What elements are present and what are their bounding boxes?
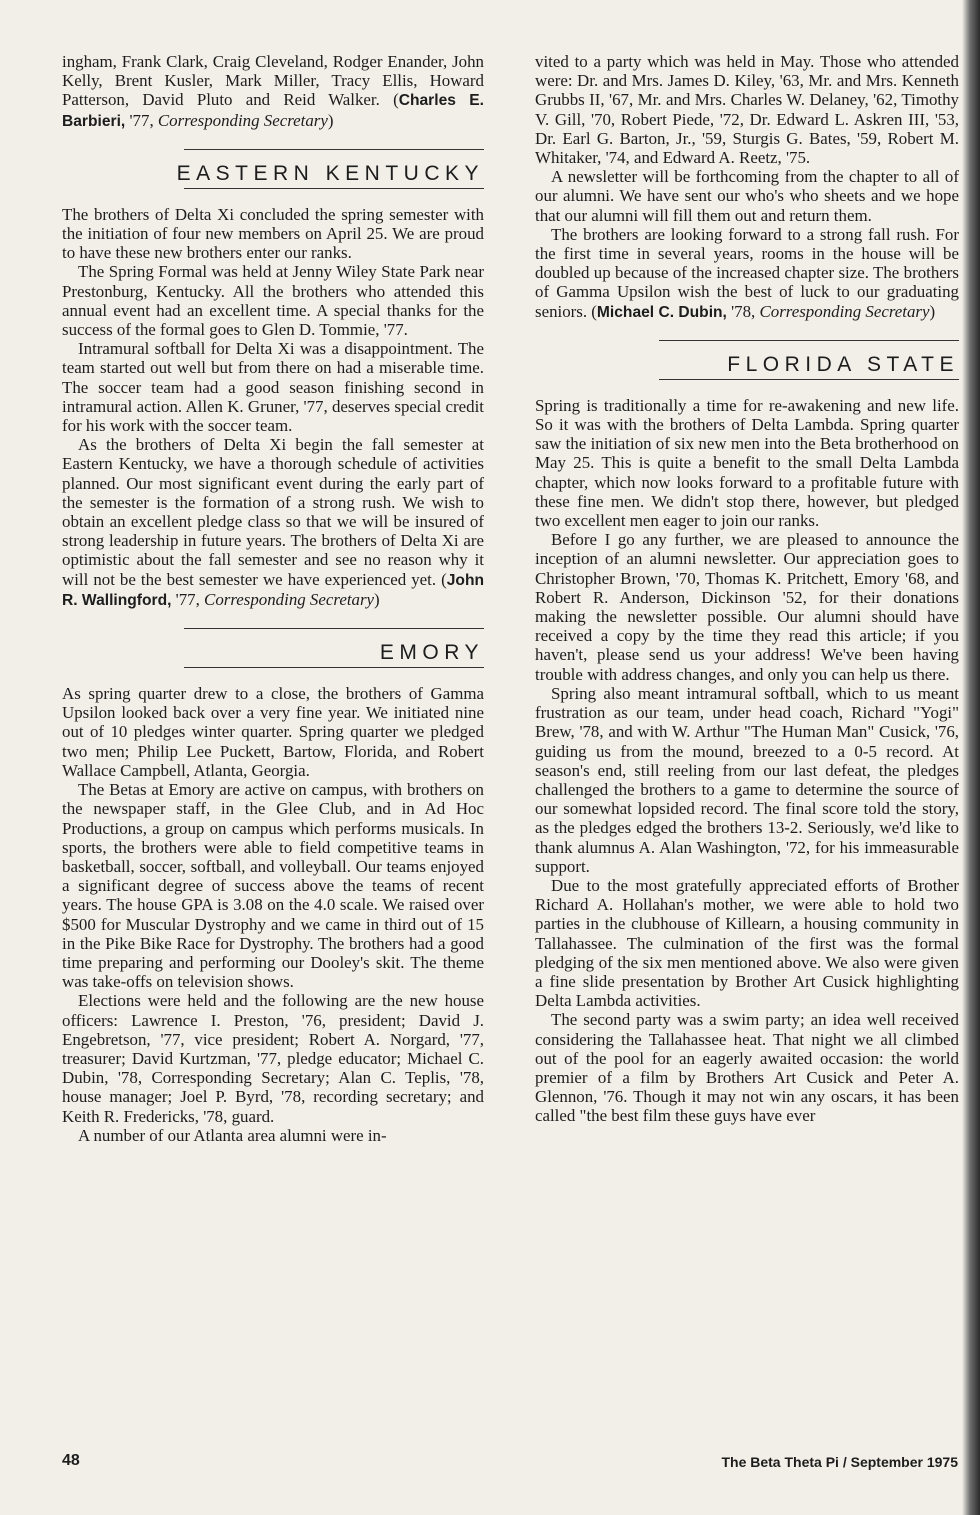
running-footer: The Beta Theta Pi / September 1975 [721, 1454, 958, 1470]
signature-title: Corresponding Secretary [759, 301, 930, 321]
body-paragraph: As spring quarter drew to a close, the brothers of Gamma Upsilon looked back over a very fine year. We initiated nine out of 10 pledges winter quarter. Spring quarter we pledged two men; Philip Lee Puckett, Bartow, Florida, and Robert Wallace Campbell, Atlanta, Georgia. [62, 684, 484, 780]
left-column [62, 52, 484, 1145]
intro-paragraph: ingham, Frank Clark, Craig Cleveland, Rodger Enander, John Kelly, Brent Kusler, Mark Miller, Tracy Ellis, Howard Patterson, David Pluto and Reid Walker. (Charles E. Barbieri, '77, Corresponding Secretary) [62, 52, 484, 130]
body-paragraph: Spring is traditionally a time for re-awakening and new life. So it was with the brothers of Delta Lambda. Spring quarter saw the initiation of six new men into the Beta brotherhood on May 25. This is quite a benefit to the small Delta Lambda chapter, which now looks forward to a profitable future with these fine men. We didn't stop there, however, but pledged two excellent men eager to join our ranks. [535, 395, 959, 531]
body-paragraph-signed: As the brothers of Delta Xi begin the fall semester at Eastern Kentucky, we have a thorough schedule of activities planned. Our most significant event during the early part of the semester is the formation of a strong rush. We wish to obtain an excellent pledge class so that we will be insured of strong leadership in future years. The brothers of Delta Xi are optimistic about the fall semester and see no reason why it will not be the best semester we have experienced yet. (John R. Wallingford, '77, Corresponding Secretary) [62, 435, 484, 609]
signature-name: Charles E. Barbieri, [62, 92, 484, 130]
section-title: EASTERN KENTUCKY [176, 161, 484, 185]
section-title: FLORIDA STATE [727, 352, 959, 376]
body-paragraph: The Betas at Emory are active on campus, with brothers on the newspaper staff, in the Glee Club, and in Ad Hoc Productions, a group on campus which performs musicals. In sports, the brothers were able to field competitive teams in basketball, soccer, softball, and volleyball. Our teams enjoyed a significant degree of success above the teams of recent years. The house GPA is 3.08 on the 4.0 scale. We raised over $500 for Muscular Dystrophy and we came in third out of 15 in the Pike Bike Race for Dystrophy. The brothers had a good time preparing and performing our Dooley's skit. The theme was take-offs on television shows. [62, 780, 484, 992]
right-column [535, 52, 959, 1126]
divider [659, 379, 959, 380]
body-paragraph: The Spring Formal was held at Jenny Wiley State Park near Prestonburg, Kentucky. All the brothers who attended this annual event had an excellent time. A special thanks for the success of the formal goes to Glen D. Tommie, '77. [62, 262, 484, 340]
divider [184, 667, 484, 668]
section-heading-florida-state [535, 340, 959, 380]
school-name: Dickinson [701, 587, 771, 607]
body-paragraph: Due to the most gratefully appreciated efforts of Brother Richard A. Hollahan's mother, we were able to hold two parties in the clubhouse of Killearn, a housing community in Tallahassee. The culmination of the first was the formal pledging of the six men mentioned above. We also were given a fine slide presentation by Brother Art Cusick highlighting Delta Lambda activities. [535, 875, 959, 1011]
body-paragraph: Elections were held and the following are the new house officers: Lawrence I. Preston, '76, president; David J. Engebretson, '77, vice president; Robert A. Norgard, '77, treasurer; David Kurtzman, '77, pledge educator; Michael C. Dubin, '78, Corresponding Secretary; Alan C. Teplis, '78, house manager; Joel P. Byrd, '78, recording secretary; and Keith R. Fredericks, '78, guard. [62, 991, 484, 1126]
body-paragraph: The second party was a swim party; an idea well received considering the Tallahassee heat. That night we all climbed out of the pool for an eagerly awaited occasion: the world premier of a film by Brothers Art Cusick and Peter A. Glennon, '76. Though it may not win any oscars, it has been called "the best film these guys have ever [535, 1010, 959, 1126]
section-heading-eastern-kentucky [62, 149, 484, 189]
signature-title: Corresponding Secretary [204, 589, 375, 609]
section-heading-emory [62, 628, 484, 668]
signature-name: Michael C. Dubin, [596, 303, 727, 321]
section-title: EMORY [379, 641, 484, 665]
divider [184, 188, 484, 189]
body-paragraph-signed: The brothers are looking forward to a strong fall rush. For the first time in several years, rooms in the house will be doubled up because of the increased chapter size. The brothers of Gamma Upsilon wish the best of luck to our graduating seniors. (Michael C. Dubin, '78, Corresponding Secretary) [535, 224, 959, 321]
body-paragraph: vited to a party which was held in May. Those who attended were: Dr. and Mrs. James D. Kiley, '63, Mr. and Mrs. Kenneth Grubbs II, '67, Mr. and Mrs. Charles W. Delaney, '62, Timothy V. Gill, '70, Robert Piede, '72, Dr. Edward L. Askren III, '53, Dr. Earl G. Barton, Jr., '59, Sturgis G. Bates, '59, Robert M. Whitaker, '74, and Edward A. Reetz, '75. [535, 52, 959, 168]
body-paragraph: Spring also meant intramural softball, which to us meant frustration as our team, under head coach, Richard "Yogi" Brew, '78, and with W. Arthur "The Human Man" Cusick, '76, guiding us from the mound, breezed to a 0-5 record. At season's end, still reeling from our last defeat, the pledges challenged the brothers to a game to determine the source of our somewhat lopsided record. The final score told the story, as the pledges edged the brothers 13-2. Seriously, we'd like to thank alumnus A. Alan Washington, '72, for his immeasurable support. [535, 683, 959, 876]
signature-name: John R. Wallingford, [62, 571, 484, 609]
page-edge-shadow [962, 0, 980, 1515]
body-paragraph: The brothers of Delta Xi concluded the spring semester with the initiation of four new members on April 25. We are proud to have these new brothers enter our ranks. [62, 204, 484, 263]
school-name: Emory [853, 568, 900, 588]
body-paragraph: A number of our Atlanta area alumni were in- [78, 1125, 387, 1145]
body-paragraph: Intramural softball for Delta Xi was a disappointment. The team started out well but from there on had a miserable time. The soccer team had a good season finishing second in intramural action. Allen K. Gruner, '77, deserves special credit for his work with the soccer team. [62, 339, 484, 436]
signature-title: Corresponding Secretary [157, 110, 328, 130]
page-number: 48 [62, 1452, 80, 1469]
body-paragraph-newsletter: Before I go any further, we are pleased to announce the inception of an alumni newsletter. Our appreciation goes to Christopher Brown, '70, Thomas K. Pritchett, Emory '68, and Robert R. Anderson, Dickinson '52, for their donations making the newsletter possible. Our alumni should have received a copy by the time they read this article; if you haven't, please send us your address! We've been having trouble with address changes, and only you can help us there. [535, 530, 959, 684]
body-paragraph: A newsletter will be forthcoming from the chapter to all of our alumni. We have sent our who's who sheets and we hope that our alumni will fill them out and return them. [535, 167, 959, 225]
